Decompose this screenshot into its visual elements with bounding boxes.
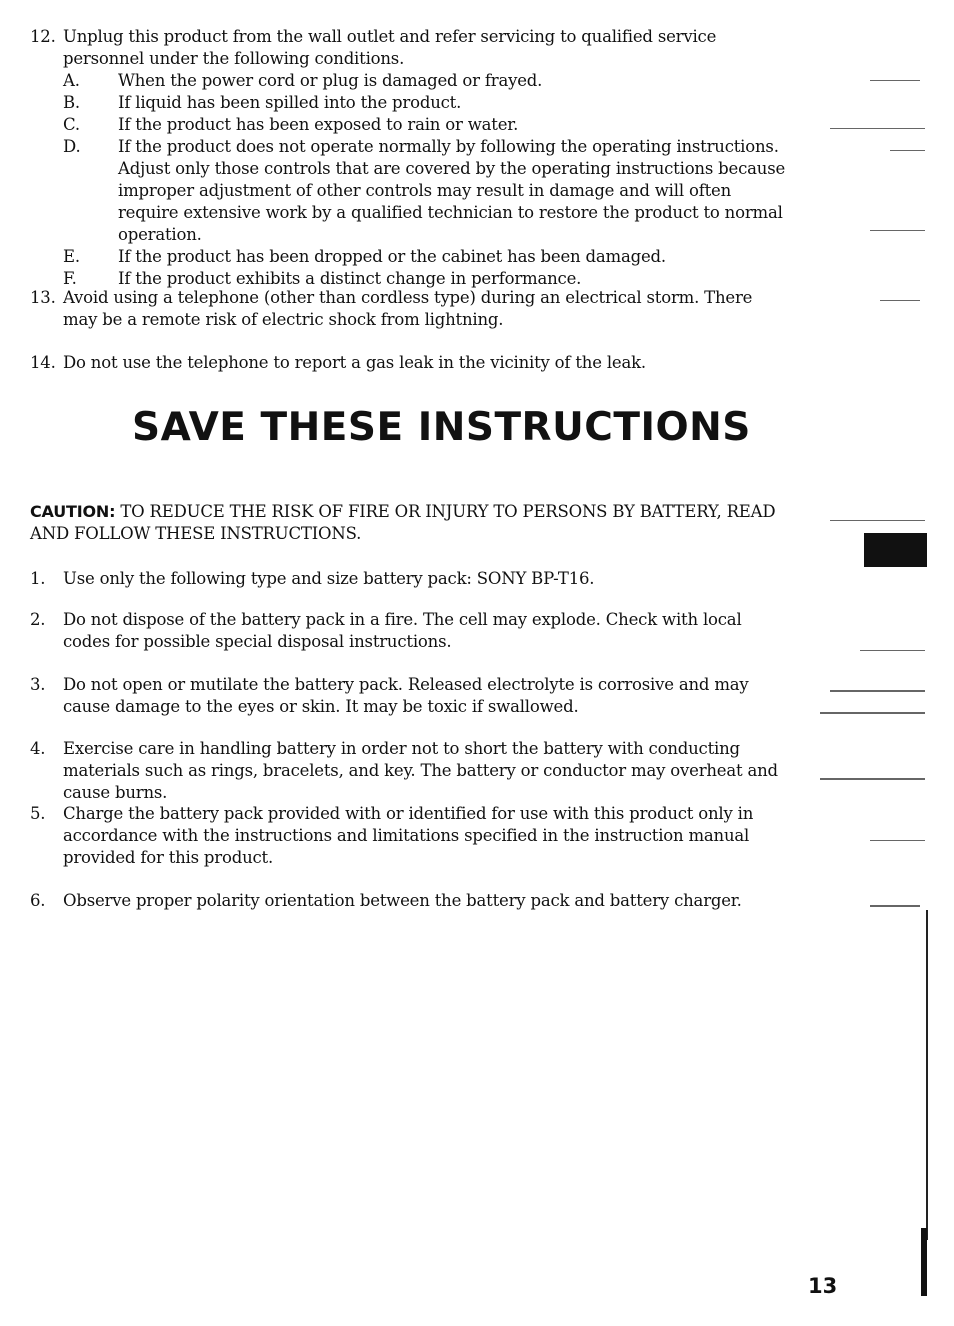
item-text: Observe proper polarity orientation between the battery pack and battery charger. bbox=[63, 891, 742, 910]
scan-speck bbox=[820, 778, 925, 780]
scan-speck bbox=[870, 80, 920, 81]
scan-speck bbox=[820, 712, 925, 714]
item-text: Charge the battery pack provided with or identified for use with this product only in accordance with the instructions and limitations specified in the instruction manual provided for this product. bbox=[63, 804, 754, 867]
item-number: 13. bbox=[30, 288, 56, 307]
scan-speck bbox=[830, 520, 925, 521]
item-text: Avoid using a telephone (other than cordless type) during an electrical storm. There may be a remote risk of electric shock from lightning. bbox=[63, 288, 753, 329]
sub-item-text: If the product has been dropped or the cabinet has been damaged. bbox=[118, 247, 666, 266]
caution-text: TO REDUCE THE RISK OF FIRE OR INJURY TO PERSONS BY BATTERY, READ AND FOLLOW THESE INSTRUCTIONS. bbox=[30, 502, 776, 543]
scan-speck bbox=[830, 128, 925, 129]
scan-artifact-line bbox=[926, 910, 928, 1240]
sub-item-text: If liquid has been spilled into the product. bbox=[118, 93, 462, 112]
sub-item-letter: E. bbox=[63, 247, 80, 266]
item-text: Use only the following type and size battery pack: SONY BP-T16. bbox=[63, 569, 595, 588]
battery-item-4 bbox=[30, 738, 790, 804]
item-number: 3. bbox=[30, 675, 46, 694]
battery-item-2 bbox=[30, 609, 790, 653]
item-text: Do not dispose of the battery pack in a fire. The cell may explode. Check with local codes for possible special disposal instructions. bbox=[63, 610, 742, 651]
scan-speck bbox=[860, 650, 925, 651]
item-text: Exercise care in handling battery in order not to short the battery with conducting materials such as rings, bracelets, and key. The battery or conductor may overheat and cause burns. bbox=[63, 739, 778, 802]
sub-item-letter: A. bbox=[63, 71, 80, 90]
sub-item-letter: C. bbox=[63, 115, 80, 134]
item-text: Unplug this product from the wall outlet and refer servicing to qualified service personnel under the following conditions. bbox=[63, 27, 717, 68]
scan-speck bbox=[870, 840, 925, 841]
battery-item-6 bbox=[30, 890, 790, 912]
scan-artifact-block bbox=[864, 533, 927, 567]
item-number: 1. bbox=[30, 569, 46, 588]
battery-item-1 bbox=[30, 568, 790, 590]
item-number: 12. bbox=[30, 27, 56, 46]
caution-notice bbox=[30, 501, 790, 545]
item-number: 2. bbox=[30, 610, 46, 629]
sub-item-b bbox=[63, 92, 790, 114]
battery-item-5 bbox=[30, 803, 790, 869]
sub-item-letter: D. bbox=[63, 137, 81, 156]
list-item-12 bbox=[30, 26, 790, 290]
sub-item-c bbox=[63, 114, 790, 136]
sub-item-text: When the power cord or plug is damaged or frayed. bbox=[118, 71, 543, 90]
item-number: 14. bbox=[30, 353, 56, 372]
sub-item-letter: B. bbox=[63, 93, 80, 112]
page-number: 13 bbox=[808, 1274, 838, 1298]
sub-item-letter: F. bbox=[63, 269, 77, 288]
item-number: 6. bbox=[30, 891, 46, 910]
list-item-13 bbox=[30, 287, 790, 331]
sub-item-a bbox=[63, 70, 790, 92]
scan-speck bbox=[870, 230, 925, 231]
sub-item-e bbox=[63, 246, 790, 268]
item-number: 5. bbox=[30, 804, 46, 823]
item-text: Do not use the telephone to report a gas leak in the vicinity of the leak. bbox=[63, 353, 646, 372]
battery-item-3 bbox=[30, 674, 790, 718]
scan-speck bbox=[880, 300, 920, 301]
scan-artifact-bar bbox=[921, 1228, 927, 1296]
sub-item-text: If the product exhibits a distinct change in performance. bbox=[118, 269, 582, 288]
item-number: 4. bbox=[30, 739, 46, 758]
item-text: Do not open or mutilate the battery pack. Released electrolyte is corrosive and may cause damage to the eyes or skin. It may be toxic if swallowed. bbox=[63, 675, 749, 716]
caution-label: CAUTION: bbox=[30, 502, 116, 521]
section-heading: SAVE THESE INSTRUCTIONS bbox=[132, 405, 751, 450]
sub-item-d bbox=[63, 136, 790, 246]
sub-item-text: If the product does not operate normally by following the operating instructions. Adjust only those controls that are covered by the operating instructions because improper adjustment of other controls may result in damage and will often require extensive work by a qualified technician to restore the product to normal operation. bbox=[118, 137, 786, 244]
scan-speck bbox=[890, 150, 925, 151]
scan-speck bbox=[830, 690, 925, 692]
scan-speck bbox=[870, 905, 920, 907]
list-item-14 bbox=[30, 352, 790, 374]
sub-item-text: If the product has been exposed to rain or water. bbox=[118, 115, 519, 134]
